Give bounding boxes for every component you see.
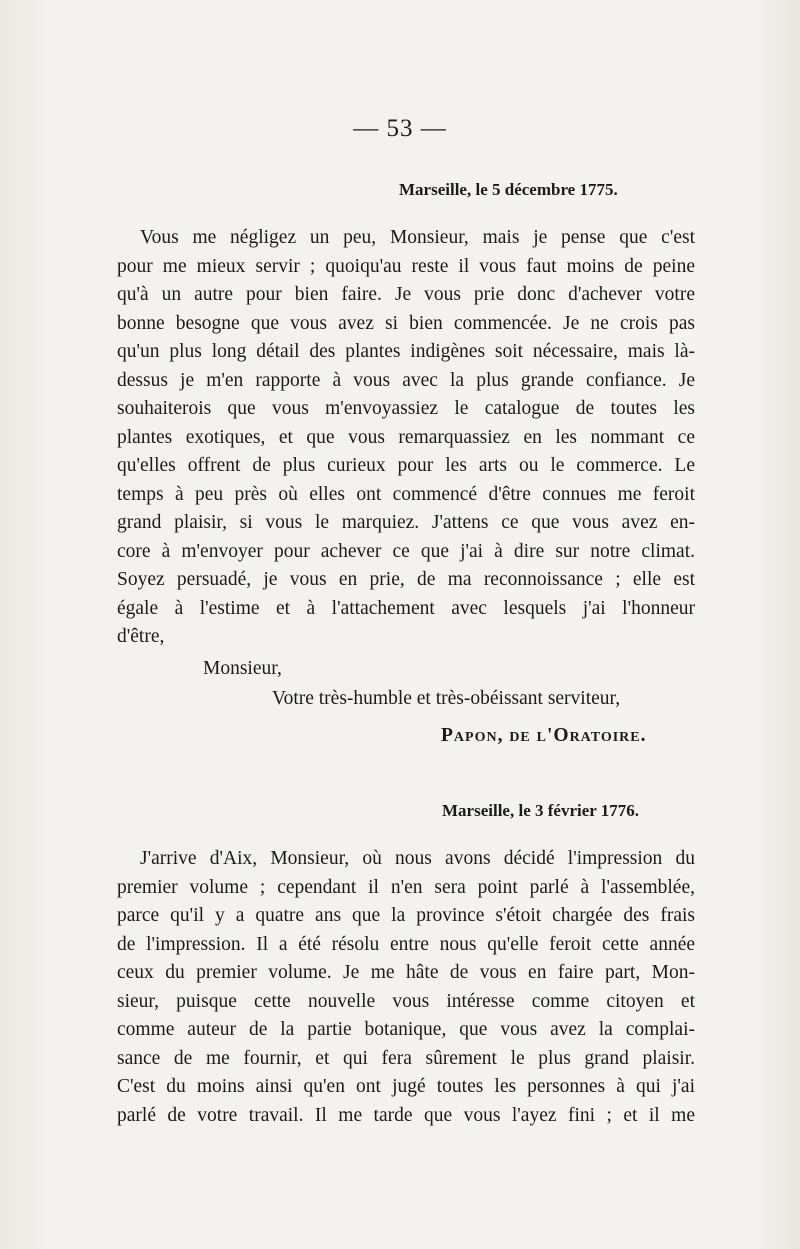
text-line: premier volume ; cependant il n'en sera point parlé à l'assemblée, bbox=[117, 876, 695, 898]
text-line: de l'impression. Il a été résolu entre nous qu'elle feroit cette année bbox=[117, 933, 695, 955]
text-line: parlé de votre travail. Il me tarde que vous l'ayez fini ; et il me bbox=[117, 1104, 695, 1126]
text-line: C'est du moins ainsi qu'en ont jugé toutes les personnes à qui j'ai bbox=[117, 1076, 695, 1097]
letter-1-body bbox=[117, 224, 695, 652]
letter-2-body bbox=[117, 845, 695, 1130]
text-line: dessus je m'en rapporte à vous avec la plus grande confiance. Je bbox=[117, 369, 695, 391]
letter-1-signature: Papon, de l'Oratoire. bbox=[441, 725, 647, 746]
text-line: qu'un plus long détail des plantes indigènes soit nécessaire, mais là- bbox=[117, 341, 695, 362]
page-number: — 53 — bbox=[353, 115, 447, 142]
text-line: ceux du premier volume. Je me hâte de vous en faire part, Mon- bbox=[117, 962, 695, 983]
text-line: égale à l'estime et à l'attachement avec lesquels j'ai l'honneur bbox=[117, 597, 695, 619]
text-line: temps à peu près où elles ont commencé d'être connues me feroit bbox=[117, 483, 695, 505]
text-line: bonne besogne que vous avez si bien commencée. Je ne crois pas bbox=[117, 312, 695, 334]
letter-1-salutation: Monsieur, bbox=[203, 658, 282, 679]
text-line: plantes exotiques, et que vous remarquassiez en les nommant ce bbox=[117, 426, 695, 448]
text-line: Soyez persuadé, je vous en prie, de ma reconnoissance ; elle est bbox=[117, 569, 695, 590]
text-line: J'arrive d'Aix, Monsieur, où nous avons décidé l'impression du bbox=[140, 848, 695, 869]
text-line: d'être, bbox=[117, 626, 165, 647]
text-line: comme auteur de la partie botanique, que vous avez la complai- bbox=[117, 1019, 695, 1040]
text-line: core à m'envoyer pour achever ce que j'ai à dire sur notre climat. bbox=[117, 540, 695, 562]
text-line: sance de me fournir, et qui fera sûrement le plus grand plaisir. bbox=[117, 1047, 695, 1069]
text-line: qu'elles offrent de plus curieux pour les arts ou le commerce. Le bbox=[117, 455, 695, 476]
letter-1-date: Marseille, le 5 décembre 1775. bbox=[399, 180, 618, 199]
text-line: qu'à un autre pour bien faire. Je vous prie donc d'achever votre bbox=[117, 284, 695, 305]
text-line: pour me mieux servir ; quoiqu'au reste il vous faut moins de peine bbox=[117, 255, 695, 277]
text-line: parce qu'il y a quatre ans que la province s'étoit chargée des frais bbox=[117, 905, 695, 926]
text-line: Vous me négligez un peu, Monsieur, mais je pense que c'est bbox=[140, 227, 695, 248]
text-line: grand plaisir, si vous le marquiez. J'attens ce que vous avez en- bbox=[117, 512, 695, 533]
letter-2-date: Marseille, le 3 février 1776. bbox=[442, 801, 639, 820]
text-line: souhaiterois que vous m'envoyassiez le catalogue de toutes les bbox=[117, 398, 695, 419]
text-line: sieur, puisque cette nouvelle vous intéresse comme citoyen et bbox=[117, 990, 695, 1012]
letter-1-closing: Votre très-humble et très-obéissant serviteur, bbox=[272, 688, 621, 709]
